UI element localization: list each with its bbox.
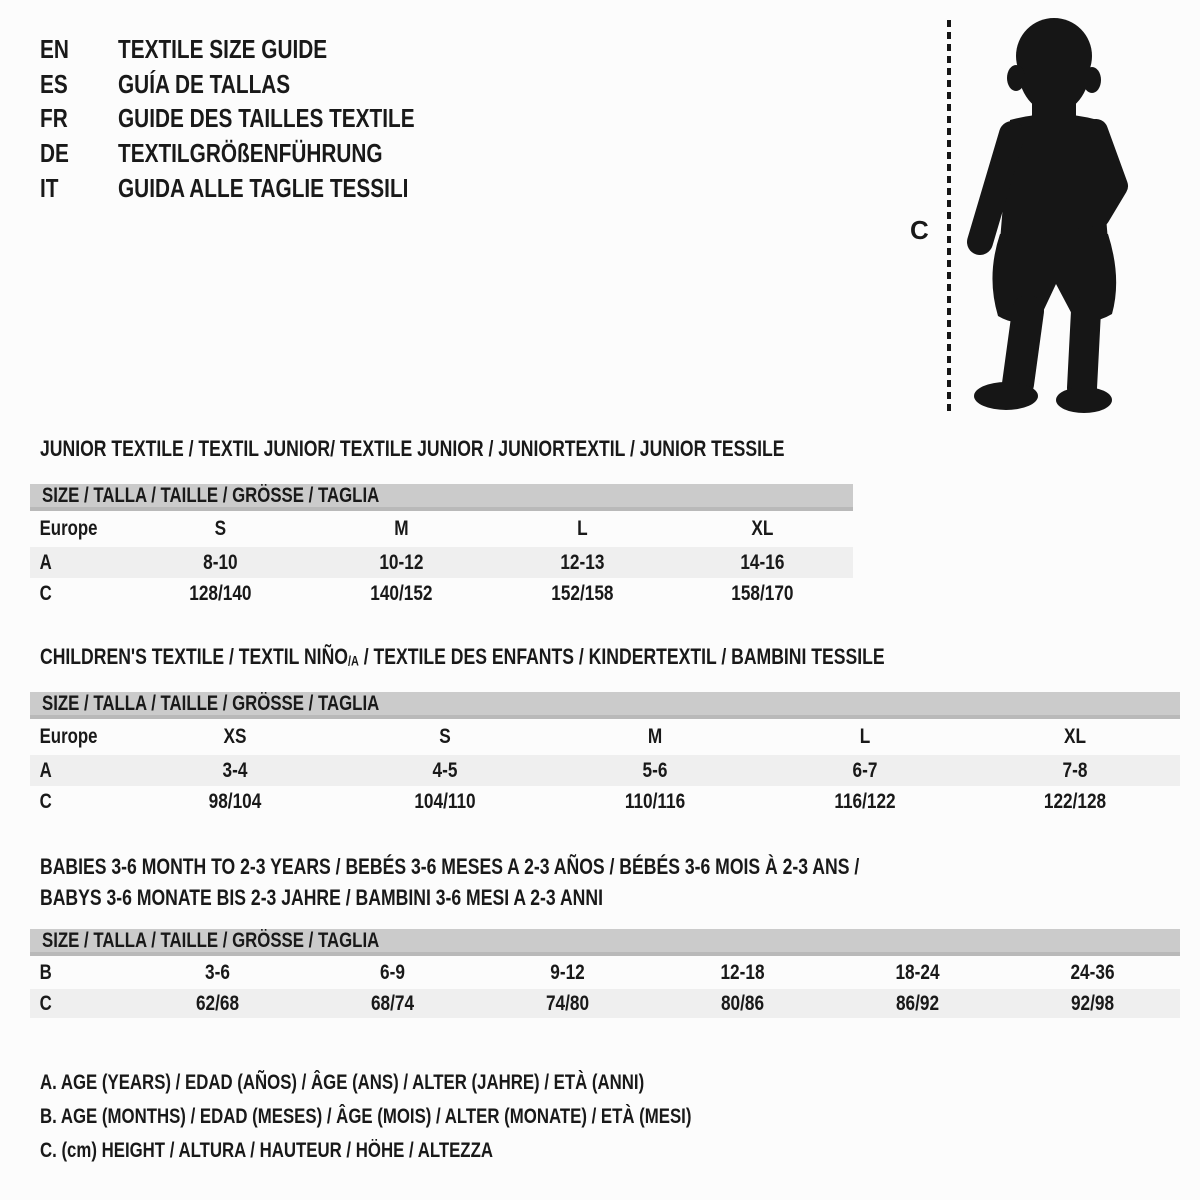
language-code-it: IT bbox=[40, 172, 59, 203]
children-section-title bbox=[40, 644, 885, 670]
children-age-s: 4-5 bbox=[432, 758, 458, 782]
legend-note-a: A. AGE (YEARS) / EDAD (AÑOS) / ÂGE (ANS) / ALTER (JAHRE) / ETÀ (ANNI) bbox=[40, 1071, 645, 1094]
babies-row-height bbox=[30, 989, 1180, 1018]
junior-col-xl: XL bbox=[751, 517, 774, 540]
junior-age-m: 10-12 bbox=[379, 550, 424, 574]
junior-height-xl: 158/170 bbox=[731, 582, 794, 605]
children-col-m: M bbox=[647, 725, 663, 748]
junior-col-m: M bbox=[393, 517, 409, 540]
legend-note-b: B. AGE (MONTHS) / EDAD (MESES) / ÂGE (MOIS) / ALTER (MONATE) / ETÀ (MESI) bbox=[40, 1105, 692, 1128]
babies-height-2: 68/74 bbox=[370, 991, 415, 1015]
children-col-s: S bbox=[439, 725, 451, 748]
babies-size-header-label: SIZE / TALLA / TAILLE / GRÖSSE / TAGLIA bbox=[42, 928, 380, 952]
junior-height-s: 128/140 bbox=[189, 582, 252, 605]
children-title-sub: /A bbox=[347, 653, 359, 669]
children-height-xl: 122/128 bbox=[1043, 790, 1107, 813]
children-size-header-label: SIZE / TALLA / TAILLE / GRÖSSE / TAGLIA bbox=[42, 691, 380, 715]
babies-height-3: 74/80 bbox=[545, 991, 590, 1015]
language-row-de bbox=[40, 136, 489, 171]
language-code-de: DE bbox=[40, 137, 69, 168]
junior-col-l: L bbox=[576, 517, 588, 540]
junior-age-xl: 14-16 bbox=[740, 550, 785, 574]
children-row-height-label: C bbox=[39, 790, 52, 813]
junior-col-s: S bbox=[214, 517, 227, 540]
children-height-s: 104/110 bbox=[414, 790, 476, 813]
language-title-fr: GUIDE DES TAILLES TEXTILE bbox=[118, 103, 415, 134]
children-col-xl: XL bbox=[1063, 725, 1087, 748]
legend-note-c: C. (cm) HEIGHT / ALTURA / HAUTEUR / HÖHE / ALTEZZA bbox=[40, 1139, 493, 1162]
junior-size-header-label: SIZE / TALLA / TAILLE / GRÖSSE / TAGLIA bbox=[42, 483, 380, 507]
children-region-label: Europe bbox=[39, 725, 98, 748]
children-row-age-label: A bbox=[39, 758, 52, 782]
children-age-xs: 3-4 bbox=[222, 758, 248, 782]
babies-months-2: 6-9 bbox=[380, 960, 405, 984]
junior-section-title: JUNIOR TEXTILE / TEXTIL JUNIOR/ TEXTILE JUNIOR / JUNIORTEXTIL / JUNIOR TESSILE bbox=[40, 436, 785, 461]
babies-row-months bbox=[30, 956, 1180, 989]
language-row-it bbox=[40, 171, 489, 206]
height-measure-dashed-line bbox=[947, 20, 951, 416]
children-row-age bbox=[30, 755, 1180, 786]
babies-months-5: 18-24 bbox=[895, 960, 940, 984]
junior-age-l: 12-13 bbox=[559, 550, 604, 574]
babies-section-title-line1: BABIES 3-6 MONTH TO 2-3 YEARS / BEBÉS 3-6 MESES A 2-3 AÑOS / BÉBÉS 3-6 MOIS À 2-3 ANS / bbox=[40, 854, 860, 879]
babies-months-6: 24-36 bbox=[1070, 960, 1115, 984]
children-height-l: 116/122 bbox=[834, 790, 896, 813]
junior-age-s: 8-10 bbox=[203, 550, 238, 574]
junior-columns-row bbox=[30, 511, 853, 547]
babies-height-5: 86/92 bbox=[895, 991, 940, 1015]
junior-row-age bbox=[30, 547, 853, 578]
junior-row-height bbox=[30, 578, 853, 610]
language-title-list bbox=[40, 32, 489, 205]
language-row-en bbox=[40, 32, 489, 67]
babies-row-height-label: C bbox=[39, 991, 52, 1015]
children-size-table bbox=[30, 692, 1180, 818]
children-title-post: / TEXTILE DES ENFANTS / KINDERTEXTIL / BAMBINI TESSILE bbox=[358, 644, 885, 669]
junior-height-l: 152/158 bbox=[550, 582, 613, 605]
height-measure-label: C bbox=[910, 215, 929, 245]
babies-height-4: 80/86 bbox=[720, 991, 765, 1015]
babies-row-months-label: B bbox=[39, 960, 52, 984]
junior-size-table bbox=[30, 484, 853, 610]
children-height-m: 110/116 bbox=[624, 790, 686, 813]
language-code-es: ES bbox=[40, 68, 68, 99]
children-row-height bbox=[30, 786, 1180, 818]
children-col-l: L bbox=[859, 725, 871, 748]
babies-height-1: 62/68 bbox=[195, 991, 240, 1015]
language-row-fr bbox=[40, 101, 489, 136]
children-size-header-bar bbox=[30, 692, 1180, 719]
language-row-es bbox=[40, 67, 489, 102]
junior-size-header-bar bbox=[30, 484, 853, 511]
language-code-fr: FR bbox=[40, 103, 68, 134]
junior-row-age-label: A bbox=[39, 550, 52, 574]
babies-months-1: 3-6 bbox=[205, 960, 230, 984]
children-height-xs: 98/104 bbox=[208, 790, 262, 813]
junior-row-height-label: C bbox=[39, 582, 52, 605]
junior-height-m: 140/152 bbox=[369, 582, 433, 605]
language-title-de: TEXTILGRÖßENFÜHRUNG bbox=[118, 137, 383, 168]
babies-section-title-line2: BABYS 3-6 MONATE BIS 2-3 JAHRE / BAMBINI 3-6 MESI A 2-3 ANNI bbox=[40, 885, 603, 910]
children-age-l: 6-7 bbox=[852, 758, 878, 782]
children-columns-row bbox=[30, 719, 1180, 755]
children-age-xl: 7-8 bbox=[1062, 758, 1088, 782]
children-age-m: 5-6 bbox=[642, 758, 668, 782]
babies-size-table bbox=[30, 929, 1180, 1018]
toddler-silhouette-icon bbox=[966, 16, 1134, 416]
language-title-it: GUIDA ALLE TAGLIE TESSILI bbox=[118, 172, 409, 203]
babies-months-3: 9-12 bbox=[550, 960, 585, 984]
babies-height-6: 92/98 bbox=[1070, 991, 1115, 1015]
junior-region-label: Europe bbox=[39, 517, 98, 540]
babies-size-header-bar bbox=[30, 929, 1180, 956]
children-col-xs: XS bbox=[223, 725, 247, 748]
children-title-pre: CHILDREN'S TEXTILE / TEXTIL NIÑO bbox=[40, 644, 348, 669]
language-title-es: GUÍA DE TALLAS bbox=[118, 68, 291, 99]
language-code-en: EN bbox=[40, 33, 69, 64]
babies-months-4: 12-18 bbox=[720, 960, 765, 984]
language-title-en: TEXTILE SIZE GUIDE bbox=[118, 33, 328, 64]
